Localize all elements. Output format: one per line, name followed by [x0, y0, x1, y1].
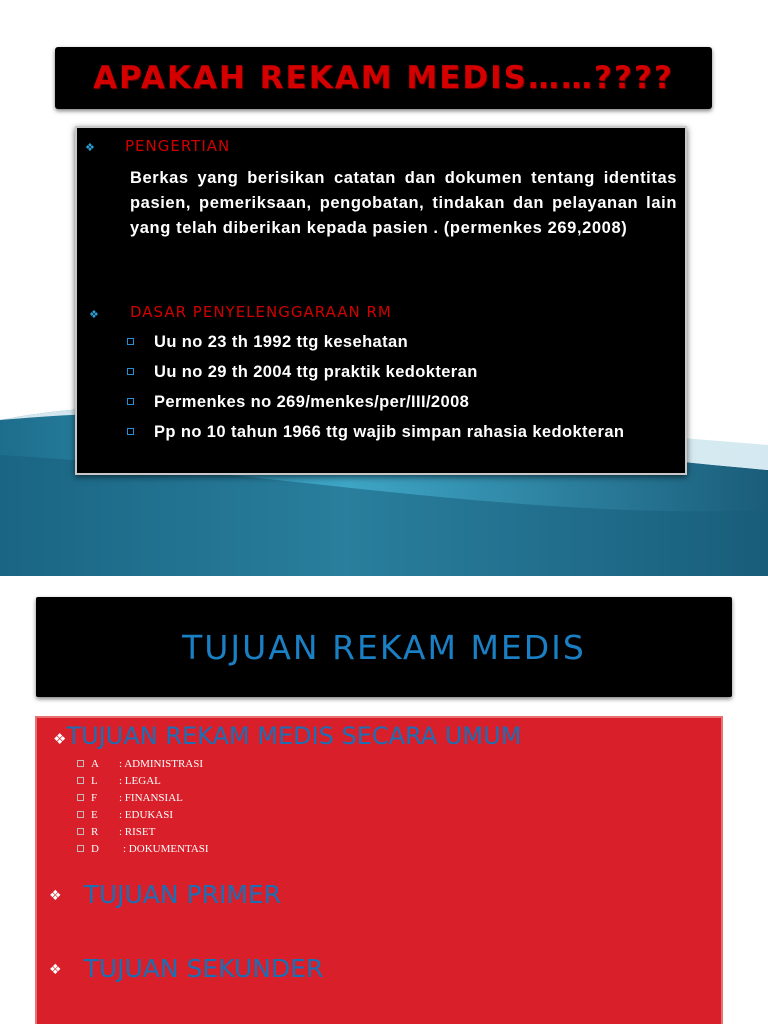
pengertian-heading: PENGERTIAN	[125, 137, 231, 155]
square-bullet-icon	[127, 338, 134, 345]
title-banner	[55, 47, 712, 109]
dasar-heading: DASAR PENYELENGGARAAN RM	[130, 303, 392, 321]
square-bullet-icon	[77, 777, 84, 784]
list-item: Uu no 23 th 1992 ttg kesehatan	[127, 330, 667, 355]
square-bullet-icon	[127, 428, 134, 435]
square-bullet-icon	[127, 398, 134, 405]
list-item: E : EDUKASI	[77, 807, 209, 824]
square-bullet-icon	[77, 760, 84, 767]
list-item: A : ADMINISTRASI	[77, 756, 209, 773]
tujuan-panel	[35, 716, 723, 1024]
diamond-bullet-icon: ❖	[85, 142, 95, 154]
dasar-list	[127, 330, 667, 449]
square-bullet-icon	[77, 794, 84, 801]
square-bullet-icon	[127, 368, 134, 375]
tujuan-sekunder: ❖ TUJUAN SEKUNDER	[49, 954, 324, 983]
tujuan-umum-heading: ❖TUJUAN REKAM MEDIS SECARA UMUM	[53, 722, 522, 750]
list-item: D : DOKUMENTASI	[77, 841, 209, 858]
square-bullet-icon	[77, 811, 84, 818]
square-bullet-icon	[77, 845, 84, 852]
pengertian-text: Berkas yang berisikan catatan dan dokumen tentang identitas pasien, pemeriksaan, pengobatan, tindakan dan pelayanan lain yang telah diberikan kepada pasien . (permenkes 269,2008)	[130, 169, 677, 237]
list-item: Pp no 10 tahun 1966 ttg wajib simpan rahasia kedokteran	[127, 420, 667, 444]
square-bullet-icon	[77, 828, 84, 835]
diamond-bullet-icon: ❖	[49, 962, 62, 978]
title-banner	[36, 597, 732, 697]
tujuan-umum-list	[77, 756, 209, 858]
list-item: R : RISET	[77, 824, 209, 841]
content-panel	[75, 126, 687, 475]
slide-title: TUJUAN REKAM MEDIS	[182, 627, 586, 667]
diamond-bullet-icon: ❖	[89, 309, 99, 321]
slide-tujuan-rekam-medis	[0, 576, 768, 1024]
list-item: F : FINANSIAL	[77, 790, 209, 807]
list-item: Permenkes no 269/menkes/per/III/2008	[127, 390, 667, 415]
diamond-bullet-icon: ❖	[49, 888, 62, 904]
diamond-bullet-icon: ❖	[53, 730, 67, 748]
list-item: Uu no 29 th 2004 ttg praktik kedokteran	[127, 360, 667, 385]
slide-title: APAKAH REKAM MEDIS……????	[93, 60, 674, 96]
list-item: L : LEGAL	[77, 773, 209, 790]
tujuan-primer: ❖ TUJUAN PRIMER	[49, 880, 282, 909]
